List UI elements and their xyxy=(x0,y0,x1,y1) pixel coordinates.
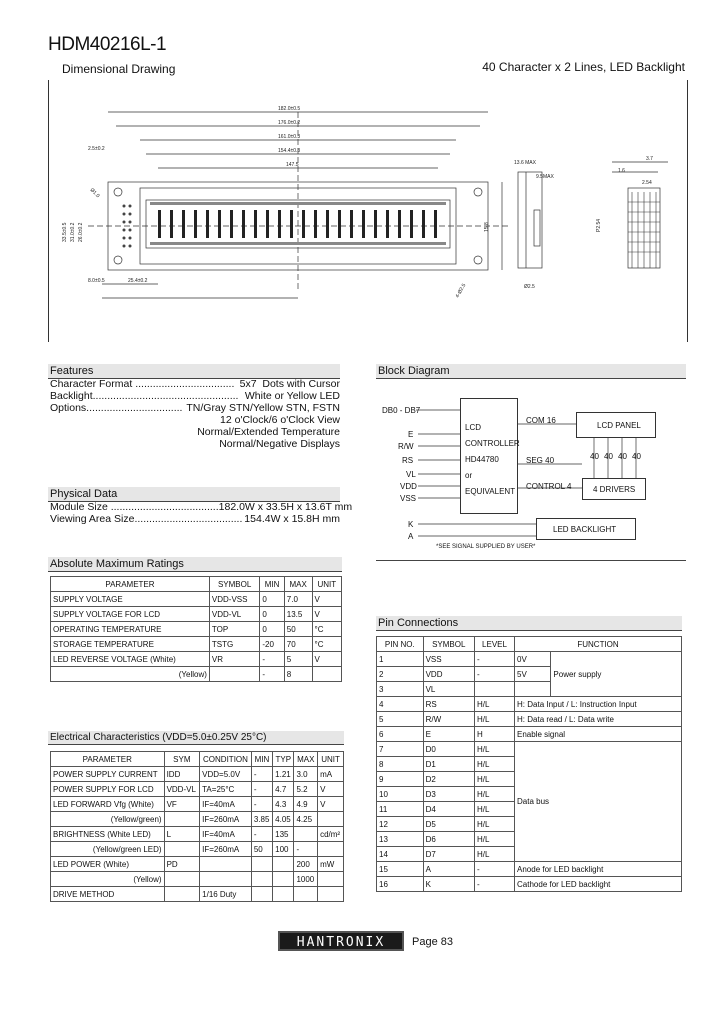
dim-label: 33.5±0.5 xyxy=(62,222,68,242)
physical-line: Module Size ..................................... 182.0W x 33.5H x 13.6T mm xyxy=(50,501,353,513)
table-row: (Yellow) 1000 xyxy=(51,872,344,887)
drivers-text: 4 DRIVERS xyxy=(593,485,636,494)
physical-list xyxy=(50,501,353,525)
dim-label: 182.0±0.5 xyxy=(278,106,301,112)
dim-label: 2.5±0.2 xyxy=(88,146,105,152)
feature-line: Backlight.................................................. White or Yellow LED xyxy=(50,390,340,402)
drawing-subtitle: Dimensional Drawing xyxy=(62,62,176,76)
table-header: PARAMETER SYMBOL MIN MAX UNIT xyxy=(51,577,342,592)
features-heading: Features xyxy=(48,364,340,379)
table-row: (Yellow/green) IF=260mA 3.85 4.05 4.25 xyxy=(51,812,344,827)
abs-ratings-table xyxy=(50,576,342,682)
ctrl-text: HD44780 xyxy=(465,455,499,464)
bus-label: 40 xyxy=(590,452,599,461)
hantronix-logo: HANTRONIX xyxy=(278,931,404,951)
dim-label: 13.6 MAX xyxy=(514,160,536,166)
table-row: SUPPLY VOLTAGE FOR LCD VDD-VL 0 13.5 V xyxy=(51,607,342,622)
pin-connections-heading: Pin Connections xyxy=(376,616,682,631)
feature-line: 12 o'Clock/6 o'Clock View xyxy=(220,414,340,426)
table-row: 15 A - Anode for LED backlight xyxy=(377,862,682,877)
signal-rs: RS xyxy=(402,456,414,465)
ctrl-text: EQUIVALENT xyxy=(465,487,516,496)
dim-label: 154.4±0.3 xyxy=(278,148,301,154)
feature-line: Normal/Extended Temperature xyxy=(197,426,340,438)
dim-label: 31.0±0.2 xyxy=(70,222,76,242)
block-wires xyxy=(376,384,686,560)
electrical-table xyxy=(50,751,344,902)
table-row: OPERATING TEMPERATURE TOP 0 50 °C xyxy=(51,622,342,637)
table-row: 16 K - Cathode for LED backlight xyxy=(377,877,682,892)
dim-label: 15.8 xyxy=(484,222,490,232)
seg-label: SEG 40 xyxy=(526,456,555,465)
table-row: 6 E H Enable signal xyxy=(377,727,682,742)
table-row: LED REVERSE VOLTAGE (White) VR - 5 V xyxy=(51,652,342,667)
block-note: *SEE SIGNAL SUPPLIED BY USER* xyxy=(436,544,536,550)
dim-label: 3.7 xyxy=(646,156,653,162)
table-row: 3 VL xyxy=(377,682,682,697)
table-row: (Yellow/green LED) IF=260mA 50 100 - xyxy=(51,842,344,857)
table-row: 14 D7 H/L xyxy=(377,847,682,862)
table-row: (Yellow) - 8 xyxy=(51,667,342,682)
table-row: POWER SUPPLY FOR LCD VDD-VL TA=25°C - 4.7 5.2 V xyxy=(51,782,344,797)
table-row: 12 D5 H/L xyxy=(377,817,682,832)
page-title: HDM40216L-1 xyxy=(48,34,167,55)
feature-line: Character Format .................................. 5x7 Dots with Cursor xyxy=(50,378,340,390)
ctrl-text: CONTROLLER xyxy=(465,439,520,448)
dim-label: Ø2.5 xyxy=(524,284,535,290)
ctrl-text: or xyxy=(465,471,473,480)
block-diagram xyxy=(376,384,686,561)
feature-line: Options................................. TN/Gray STN/Yellow STN, FSTN xyxy=(50,402,340,414)
dim-label: Ø1.0 xyxy=(88,187,101,200)
table-row: 11 D4 H/L xyxy=(377,802,682,817)
table-row: 9 D2 H/L xyxy=(377,772,682,787)
dim-label: 176.0±0.2 xyxy=(278,120,301,126)
table-row: DRIVE METHOD 1/16 Duty xyxy=(51,887,344,902)
table-header: PARAMETER SYM CONDITION MIN TYP MAX UNIT xyxy=(51,752,344,767)
dimensional-drawing xyxy=(58,92,680,332)
bus-label: 40 xyxy=(632,452,641,461)
table-row: LED FORWARD Vfg (White) VF IF=40mA - 4.3 4.9 V xyxy=(51,797,344,812)
features-list xyxy=(50,378,340,450)
dim-label: 147.5 xyxy=(286,162,299,168)
physical-line: Viewing Area Size..................................... 154.4W x 15.8H mm xyxy=(50,513,340,525)
data-bus-cell: Data bus xyxy=(515,742,682,862)
dim-label: 1.6 xyxy=(618,168,625,174)
signal-k: K xyxy=(408,520,414,529)
table-row: SUPPLY VOLTAGE VDD-VSS 0 7.0 V xyxy=(51,592,342,607)
table-row: 4 RS H/L H: Data Input / L: Instruction Input xyxy=(377,697,682,712)
signal-e: E xyxy=(408,430,414,439)
physical-heading: Physical Data xyxy=(48,487,340,502)
bus-label: 40 xyxy=(604,452,613,461)
ctrl-text: LCD xyxy=(465,423,482,432)
feature-line: Normal/Negative Displays xyxy=(219,438,340,450)
table-row: 10 D3 H/L xyxy=(377,787,682,802)
control-label: CONTROL 4 xyxy=(526,482,572,491)
table-row: 13 D6 H/L xyxy=(377,832,682,847)
abs-ratings-heading: Absolute Maximum Ratings xyxy=(48,557,342,572)
page-number: Page 83 xyxy=(412,936,453,948)
backlight-text: LED BACKLIGHT xyxy=(553,525,617,534)
pin-table xyxy=(376,636,682,892)
table-row: LED POWER (White) PD 200 mW xyxy=(51,857,344,872)
table-row: 2 VDD - 5V xyxy=(377,667,682,682)
dim-label: 161.0±0.3 xyxy=(278,134,301,140)
signal-db: DB0 - DB7 xyxy=(382,406,421,415)
bus-label: 40 xyxy=(618,452,627,461)
table-row: 1 VSS - 0V Power supply xyxy=(377,652,682,667)
electrical-heading: Electrical Characteristics (VDD=5.0±0.25V 25°C) xyxy=(48,731,344,745)
dim-label: 2.54 xyxy=(642,180,652,186)
table-row: 8 D1 H/L xyxy=(377,757,682,772)
signal-vl: VL xyxy=(406,470,416,479)
table-row: 7 D0 H/L Data bus xyxy=(377,742,682,757)
table-row: POWER SUPPLY CURRENT IDD VDD=5.0V - 1.21 3.0 mA xyxy=(51,767,344,782)
com-label: COM 16 xyxy=(526,416,556,425)
table-row: STORAGE TEMPERATURE TSTG -20 70 °C xyxy=(51,637,342,652)
dim-label: P2.54 xyxy=(596,218,602,232)
table-header: PIN NO. SYMBOL LEVEL FUNCTION xyxy=(377,637,682,652)
power-supply-cell: Power supply xyxy=(551,652,682,697)
dim-label: 26.0±0.2 xyxy=(78,222,84,242)
table-row: 5 R/W H/L H: Data read / L: Data write xyxy=(377,712,682,727)
signal-rw: R/W xyxy=(398,442,414,451)
signal-a: A xyxy=(408,532,414,541)
dim-label: 9.5MAX xyxy=(536,174,554,180)
panel-text: LCD PANEL xyxy=(597,421,641,430)
dim-label: 25.4±0.2 xyxy=(128,278,148,284)
block-diagram-heading: Block Diagram xyxy=(376,364,686,379)
dim-label: 8.0±0.5 xyxy=(88,278,105,284)
signal-vdd: VDD xyxy=(400,482,417,491)
table-row: BRIGHTNESS (White LED) L IF=40mA - 135 cd/m² xyxy=(51,827,344,842)
signal-vss: VSS xyxy=(400,494,417,503)
product-description: 40 Character x 2 Lines, LED Backlight xyxy=(482,60,685,74)
dim-label: 4-Ø2.5 xyxy=(454,282,468,299)
